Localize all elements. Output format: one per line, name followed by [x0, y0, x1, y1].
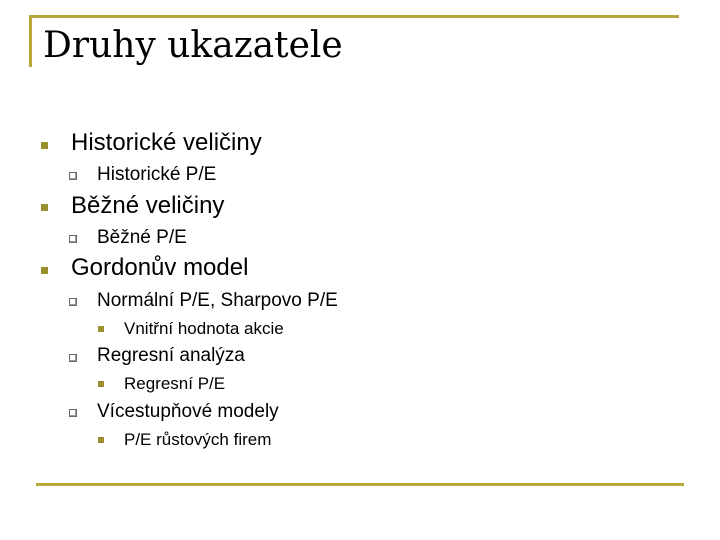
hollow-square-bullet-icon — [69, 172, 77, 180]
square-bullet-icon — [98, 326, 104, 332]
bullet-item: Běžné veličiny — [71, 192, 225, 219]
square-bullet-icon — [41, 142, 48, 149]
frame-left-line — [29, 15, 32, 67]
sub-bullet-item: Normální P/E, Sharpovo P/E — [97, 290, 338, 311]
hollow-square-bullet-icon — [69, 409, 77, 417]
bullet-item: Historické veličiny — [71, 129, 262, 156]
sub-sub-bullet-item: Vnitřní hodnota akcie — [124, 319, 284, 338]
bullet-item: Gordonův model — [71, 254, 249, 281]
hollow-square-bullet-icon — [69, 354, 77, 362]
sub-bullet-item: Historické P/E — [97, 164, 217, 185]
sub-bullet-item: Běžné P/E — [97, 227, 187, 248]
sub-sub-bullet-item: P/E růstových firem — [124, 430, 272, 449]
sub-bullet-item: Regresní analýza — [97, 345, 245, 366]
sub-bullet-item: Vícestupňové modely — [97, 401, 279, 422]
frame-bottom-line — [36, 483, 684, 486]
hollow-square-bullet-icon — [69, 298, 77, 306]
frame-top-line — [29, 15, 679, 18]
sub-sub-bullet-item: Regresní P/E — [124, 374, 226, 393]
square-bullet-icon — [98, 381, 104, 387]
slide-title: Druhy ukazatele — [43, 25, 343, 66]
square-bullet-icon — [41, 204, 48, 211]
square-bullet-icon — [98, 437, 104, 443]
hollow-square-bullet-icon — [69, 235, 77, 243]
square-bullet-icon — [41, 267, 48, 274]
